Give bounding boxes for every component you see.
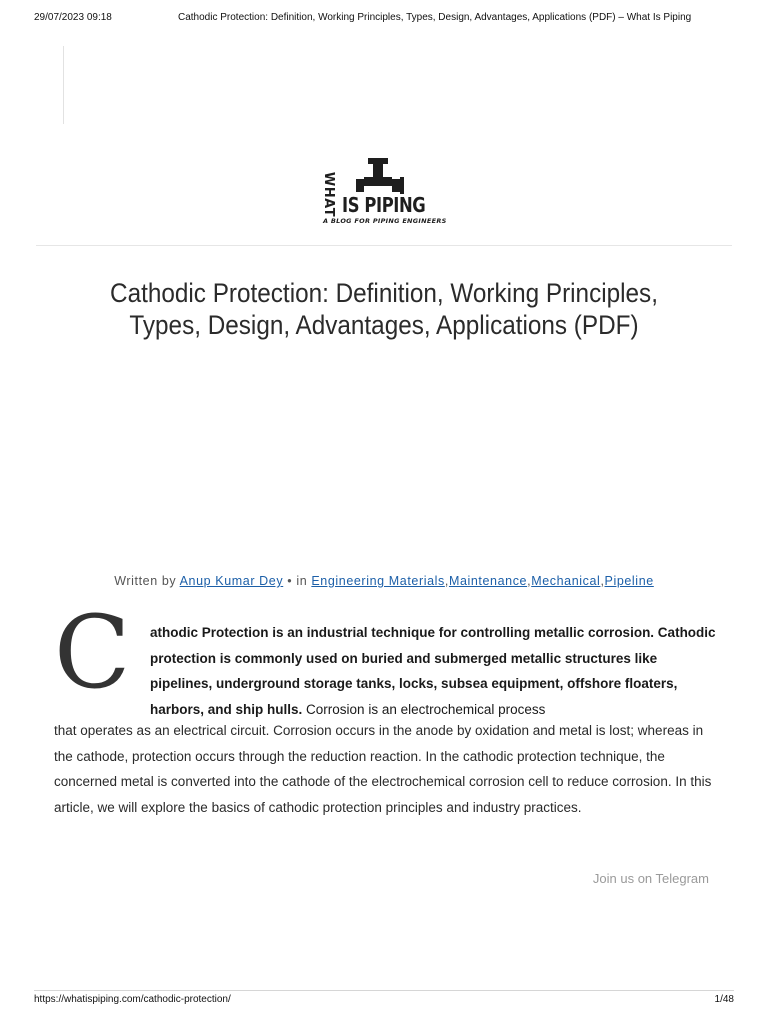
article-title-line-1: Cathodic Protection: Definition, Working Principles,	[110, 278, 658, 308]
category-link-pipeline[interactable]: Pipeline	[604, 574, 654, 588]
header-divider	[36, 245, 732, 246]
article-title	[74, 277, 693, 341]
article-title-line-2: Types, Design, Advantages, Applications (PDF)	[129, 310, 639, 340]
site-logo[interactable]	[320, 155, 452, 227]
drop-cap-letter: C	[54, 594, 131, 711]
print-doc-title: Cathodic Protection: Definition, Working Principles, Types, Design, Advantages, Applications (PDF) – What Is Piping	[178, 12, 692, 23]
logo-main-text: IS PIPING	[342, 193, 426, 217]
footer-divider	[34, 990, 734, 991]
print-page-number: 1/48	[714, 994, 734, 1005]
category-link-mechanical[interactable]: Mechanical	[531, 574, 601, 588]
print-footer-url: https://whatispiping.com/cathodic-protection/	[34, 994, 231, 1005]
pipe-fitting-icon	[338, 155, 408, 195]
lead-rest-text: Corrosion is an electrochemical process	[306, 701, 546, 717]
category-link-maintenance[interactable]: Maintenance	[448, 574, 528, 588]
print-header	[0, 12, 768, 28]
article-lead-paragraph	[150, 620, 720, 722]
telegram-join-link[interactable]: Join us on Telegram	[592, 871, 709, 886]
decorative-vertical-line	[63, 46, 64, 124]
logo-tagline: A BLOG FOR PIPING ENGINEERS	[323, 217, 447, 225]
byline-prefix: Written by	[114, 574, 177, 588]
category-comma: ,	[527, 574, 532, 588]
author-link[interactable]: Anup Kumar Dey	[179, 574, 284, 588]
print-datetime: 29/07/2023 09:18	[34, 12, 112, 23]
article-byline	[0, 574, 768, 588]
logo-what-text: WHAT	[321, 171, 337, 217]
byline-separator: • in	[287, 574, 308, 588]
category-link-engineering-materials[interactable]: Engineering Materials	[311, 574, 445, 588]
lead-bold-text: athodic Protection is an industrial technique for controlling metallic corrosion. Cathodic protection is commonly used on buried and submerged metallic structures like pipelines, underground storage tanks, locks, subsea equipment, offshore floaters, harbors, and ship hulls.	[150, 625, 716, 717]
category-comma: ,	[444, 574, 449, 588]
article-body-paragraph: that operates as an electrical circuit. Corrosion occurs in the anode by oxidation and metal is lost; whereas in the cathode, protection occurs through the reduction reaction. In the cathodic protection technique, the concerned metal is converted into the cathode of the electrochemical corrosion cell to reduce corrosion. In this article, we will explore the basics of cathodic protection principles and industry practices.	[54, 723, 712, 815]
category-comma: ,	[600, 574, 605, 588]
